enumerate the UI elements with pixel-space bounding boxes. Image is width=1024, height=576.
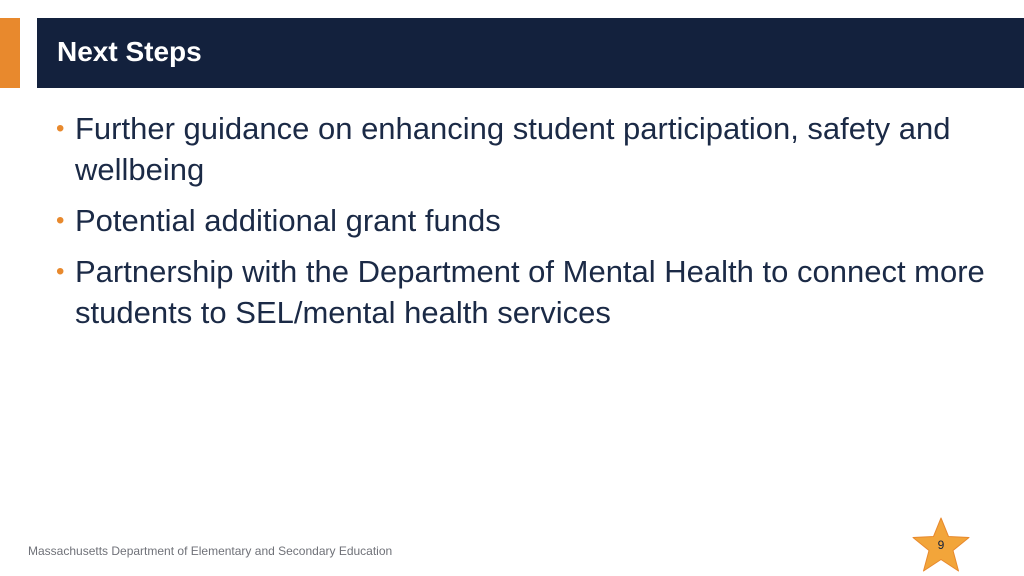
title-bar	[37, 18, 1024, 88]
bullet-text: Partnership with the Department of Mental Health to connect more students to SEL/mental health services	[75, 254, 985, 330]
bullet-dot-icon: •	[56, 115, 65, 142]
footer-organization: Massachusetts Department of Elementary and Secondary Education	[28, 544, 393, 558]
bullet-item	[56, 108, 996, 190]
page-title: Next Steps	[57, 36, 202, 67]
page-number: 9	[937, 538, 945, 552]
bullet-dot-icon: •	[56, 207, 65, 234]
bullet-text: Potential additional grant funds	[75, 203, 501, 238]
page-number-badge	[910, 516, 972, 576]
bullet-list	[56, 108, 996, 343]
bullet-dot-icon: •	[56, 258, 65, 285]
title-accent-bar	[0, 18, 20, 88]
bullet-item	[56, 200, 996, 241]
bullet-text: Further guidance on enhancing student participation, safety and wellbeing	[75, 111, 951, 187]
bullet-item	[56, 251, 996, 333]
